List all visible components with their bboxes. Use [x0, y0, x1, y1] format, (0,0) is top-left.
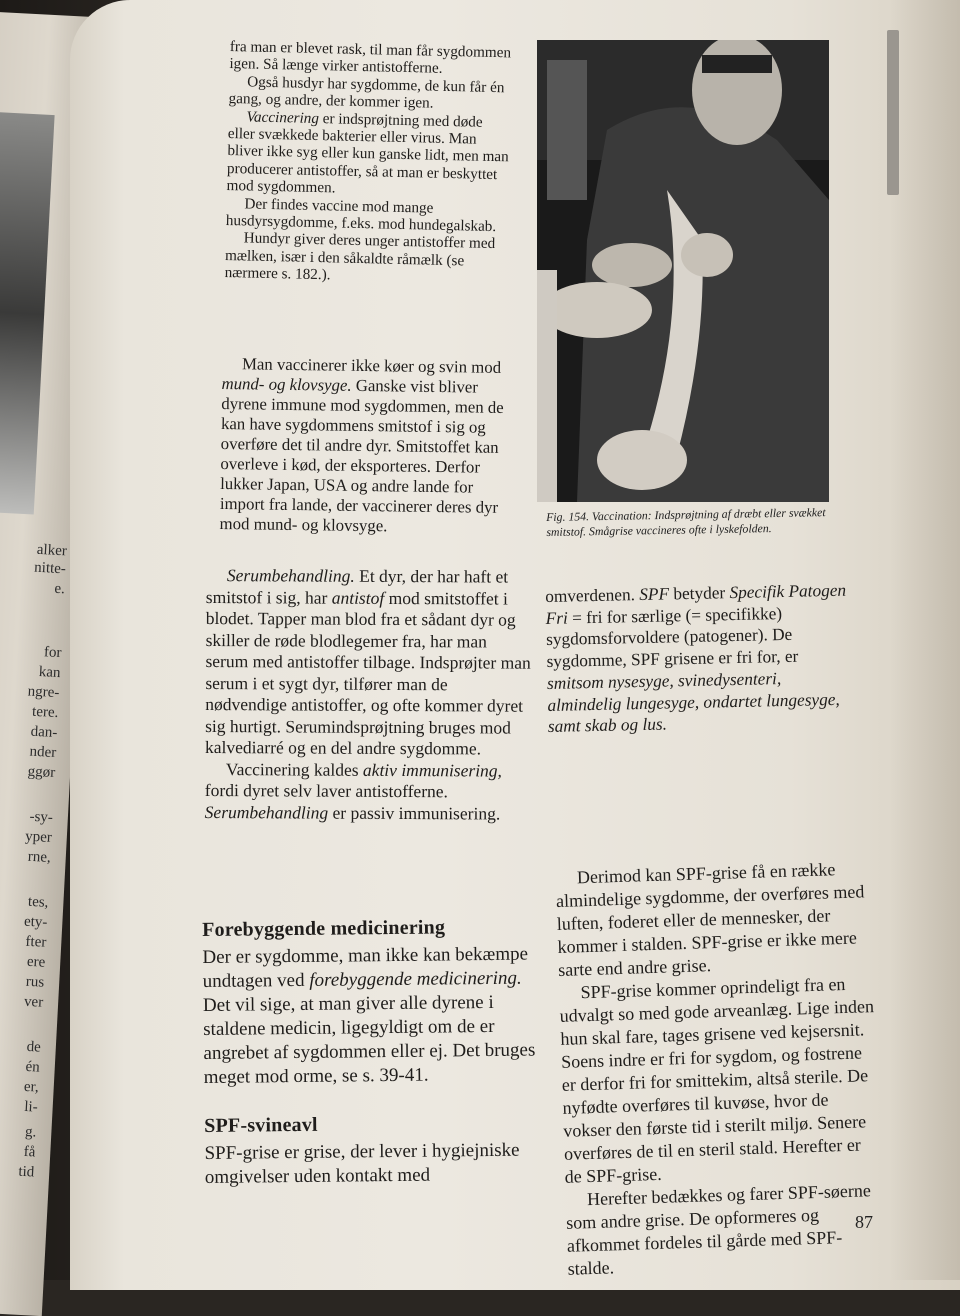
left-page-fragment: ere — [26, 953, 46, 971]
paragraph-vaccinering: Vaccinering er indsprøjtning med døde eller svækkede bakterier eller virus. Man bliver ikke syg eller kun ganske lidt, men man producerer antistoffer, så at man er beskyttet mod sygdommen. — [226, 108, 509, 197]
left-page-fragment: de — [26, 1038, 42, 1056]
paragraph: Der er sygdomme, man ikke kan bekæmpe undtagen ved forebyggende medicinering. Det vil sige, at man giver alle dyrene i staldene medicin, ligegyldigt om de er angrebet af sygdommen eller ej. Det bruges meget mod orme, se s. 39-41. — [202, 943, 536, 1088]
paragraph: Herefter bedækkes og farer SPF-søerne som andre grise. De opformeres og afkommet fordeles til gårde med SPF-stalde. — [565, 1180, 872, 1279]
left-page-fragment: ggør — [27, 763, 56, 782]
page-number: 87 — [855, 1212, 873, 1232]
column-2-spf — [555, 857, 883, 1281]
left-page-fragment: rne, — [27, 848, 52, 866]
column-1-serum — [205, 565, 534, 825]
page-tab-marker — [887, 30, 899, 195]
left-page-fragment: dan- — [30, 723, 58, 742]
paragraph: SPF-grise kommer oprindeligt fra en udvalgt so med gode arveanlæg. Lige inden hun skal fare, tages grisene ved kejsersnit. Soens indre er fri for sygdom, og fostrene er derfor fri for smittekim, altså sterile. De nyfødte overføres til kuvøse, hvor de vokser den første tid i sterilt miljø. Senere overføres de til en steril stald. Herefter er de SPF-grise. — [559, 973, 875, 1187]
figure-caption: Fig. 154. Vaccination: Indsprøjtning af dræbt eller svækket smitstof. Smågrise vaccineres ofte i lyskefolden. — [546, 505, 826, 539]
left-page-fragment: ety- — [23, 913, 48, 931]
figure-photo-vaccination — [537, 40, 829, 502]
left-page-fragment: rus — [25, 973, 45, 991]
left-page-fragment: li- — [23, 1098, 39, 1116]
left-page-fragment: -sy- — [29, 808, 54, 826]
left-page-fragment: fter — [25, 933, 47, 951]
paragraph: Der findes vaccine mod mange husdyrsygdomme, f.eks. mod hundegalskab. — [225, 195, 497, 236]
section-heading-spf: SPF-svineavl — [204, 1113, 318, 1137]
paragraph: fra man er blevet rask, til man får sygdommen igen. Så længe virker antistofferne. — [229, 38, 512, 78]
left-page-fragment: g. — [24, 1123, 37, 1141]
section-heading-forebyggende: Forebyggende medicinering — [202, 916, 446, 941]
paragraph: Man vaccinerer ikke køer og svin mod mund- og klovsyge. Ganske vist bliver dyrene immune mod sygdommen, men de kan have sygdommens smitstof i sig og overføre det til andre dyr. Smitstoffet kan overleve i kød, der eksporteres. Derfor lukker Japan, USA og andre lande for import fra lande, der vaccinerer deres dyr mod mund- og klovsyge. — [219, 354, 504, 536]
left-page-fragment: få — [23, 1143, 36, 1161]
left-page-fragment: tid — [18, 1163, 35, 1181]
term-vaccinering: Vaccinering — [246, 108, 320, 127]
left-page-fragment: e. — [54, 580, 66, 598]
left-page-fragment: nder — [29, 743, 57, 762]
left-page-fragment: alker — [36, 541, 68, 560]
left-page-fragment: ngre- — [27, 683, 60, 702]
left-page-fragment: for — [43, 644, 62, 662]
paragraph: Derimod kan SPF-grise få en række almindelige sygdomme, der overføres med luften, foderet eller de mennesker, der kommer i stalden. SPF-grise er ikke mere sarte end andre grise. — [555, 859, 865, 980]
paragraph: omverdenen. SPF betyder Specifik Patogen Fri = fri for særlige (= specifikke) sygdomsforvoldere (patogener). De sygdomme, SPF grisene er fri for, er smitsom nysesyge, svinedysenteri, almindelig lungesyge, ondartet lungesyge, samt skab og lus. — [545, 580, 847, 737]
left-page-fragment: er, — [23, 1078, 40, 1096]
paragraph: SPF-grise er grise, der lever i hygiejniske omgivelser uden kontakt med — [204, 1139, 520, 1188]
left-page-photo — [0, 112, 55, 515]
paragraph: Hundyr giver deres unger antistoffer med mælken, især i den såkaldte råmælk (se nærmere s. 182.). — [224, 229, 496, 284]
column-1-mund-klovsyge — [219, 354, 521, 538]
column-2-spf-definition — [545, 580, 858, 738]
column-1-top — [224, 38, 514, 288]
left-page-fragment: nitte- — [33, 559, 67, 578]
left-page-fragment: yper — [24, 828, 53, 846]
left-page-fragment: tere. — [31, 703, 59, 722]
left-page-fragment: ver — [23, 993, 44, 1011]
paragraph: Serumbehandling. Et dyr, der har haft et smitstof i sig, har antistof mod smitstoffet i blodet. Tapper man blod fra et sådant dyr og skiller de røde blodlegemer fra, har man serum med antistoffer tilbage. Indsprøjter man serum i et sygt dyr, tilfører man de nødvendige antistoffer, og ofte kommer dyret sig hurtigt. Serumindsprøjtning bruges mod kalvediarré og en del andre sygdomme. — [204, 565, 531, 759]
column-1-sections — [202, 908, 540, 1189]
paragraph: Også husdyr har sygdomme, de kun får én gang, og andre, der kommer igen. — [228, 73, 505, 112]
paragraph: Vaccinering kaldes aktiv immunisering, fordi dyret selv laver antistofferne. Serumbehandling er passiv immunisering. — [204, 758, 503, 824]
left-page-fragment: kan — [38, 664, 61, 682]
left-page-fragment: én — [25, 1058, 41, 1076]
left-page-fragment: tes, — [27, 893, 49, 911]
